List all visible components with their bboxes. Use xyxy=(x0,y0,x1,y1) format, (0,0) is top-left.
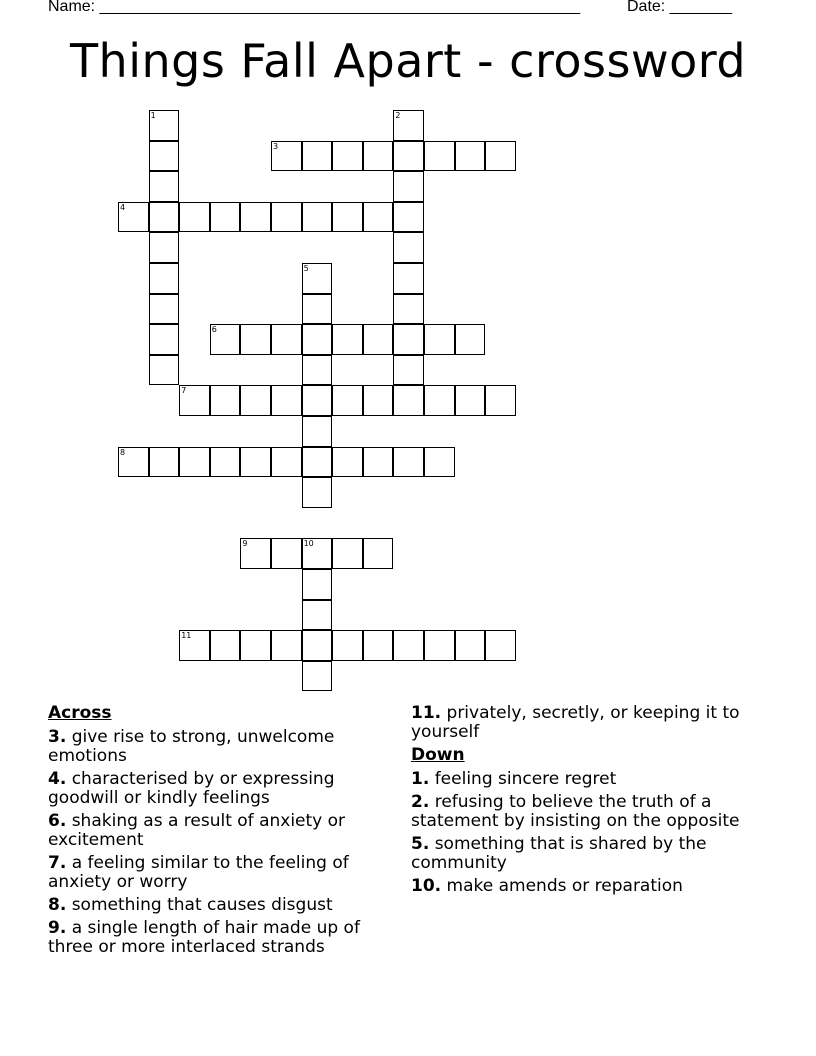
clue-number: 11. xyxy=(411,703,442,723)
clue-text: characterised by or expressing goodwill or kindly feelings xyxy=(48,769,335,808)
crossword-cell[interactable] xyxy=(302,324,333,355)
clue-item xyxy=(48,770,393,808)
crossword-cell[interactable] xyxy=(302,202,333,233)
crossword-cell[interactable] xyxy=(118,202,149,233)
crossword-cell[interactable] xyxy=(210,324,241,355)
clue-number: 1. xyxy=(411,769,430,789)
clue-number-label: 4 xyxy=(120,202,126,212)
across-clue-list-continued xyxy=(411,704,771,742)
crossword-cell[interactable] xyxy=(149,294,180,325)
crossword-cell[interactable] xyxy=(149,141,180,172)
crossword-cell[interactable] xyxy=(485,630,516,661)
clue-number-label: 7 xyxy=(181,386,187,396)
clue-text: something that is shared by the community xyxy=(411,834,707,873)
clue-number-label: 3 xyxy=(273,141,279,151)
crossword-cell[interactable] xyxy=(149,110,180,141)
crossword-cell[interactable] xyxy=(363,447,394,478)
crossword-cell[interactable] xyxy=(302,416,333,447)
crossword-cell[interactable] xyxy=(363,538,394,569)
clue-number-label: 8 xyxy=(120,447,126,457)
crossword-cell[interactable] xyxy=(332,538,363,569)
down-clue-list xyxy=(411,770,771,896)
crossword-cell[interactable] xyxy=(393,232,424,263)
crossword-cell[interactable] xyxy=(424,324,455,355)
clue-number: 9. xyxy=(48,918,67,938)
clue-text: shaking as a result of anxiety or excitement xyxy=(48,811,346,850)
crossword-cell[interactable] xyxy=(363,141,394,172)
crossword-cell[interactable] xyxy=(149,171,180,202)
crossword-cell[interactable] xyxy=(271,538,302,569)
crossword-cell[interactable] xyxy=(240,202,271,233)
crossword-cell[interactable] xyxy=(149,355,180,386)
clue-number-label: 6 xyxy=(211,325,217,335)
crossword-cell[interactable] xyxy=(393,385,424,416)
clue-text: feeling sincere regret xyxy=(429,769,617,789)
crossword-cell[interactable] xyxy=(302,355,333,386)
crossword-cell[interactable] xyxy=(271,202,302,233)
clue-number-label: 10 xyxy=(303,539,314,549)
crossword-cell[interactable] xyxy=(210,385,241,416)
crossword-cell[interactable] xyxy=(302,294,333,325)
crossword-cell[interactable] xyxy=(302,569,333,600)
crossword-cell[interactable] xyxy=(363,202,394,233)
crossword-cell[interactable] xyxy=(332,202,363,233)
clue-text: a single length of hair made up of three or more interlaced strands xyxy=(48,918,360,957)
clue-text: a feeling similar to the feeling of anxiety or worry xyxy=(48,853,349,892)
crossword-cell[interactable] xyxy=(240,538,271,569)
clue-number: 4. xyxy=(48,769,67,789)
crossword-cell[interactable] xyxy=(485,141,516,172)
crossword-cell[interactable] xyxy=(424,630,455,661)
clue-number-label: 2 xyxy=(395,111,401,120)
clue-item xyxy=(48,728,393,766)
crossword-cell[interactable] xyxy=(302,385,333,416)
crossword-cell[interactable] xyxy=(455,630,486,661)
crossword-cell[interactable] xyxy=(149,324,180,355)
crossword-cell[interactable] xyxy=(240,447,271,478)
crossword-cell[interactable] xyxy=(149,232,180,263)
clue-number: 7. xyxy=(48,853,67,873)
clues-left-column xyxy=(48,704,393,961)
crossword-cell[interactable] xyxy=(240,324,271,355)
crossword-cell[interactable] xyxy=(179,385,210,416)
crossword-cell[interactable] xyxy=(210,447,241,478)
crossword-cell[interactable] xyxy=(424,141,455,172)
crossword-cell[interactable] xyxy=(149,447,180,478)
crossword-cell[interactable] xyxy=(332,385,363,416)
down-heading: Down xyxy=(411,745,465,765)
crossword-cell[interactable] xyxy=(393,141,424,172)
clue-text: refusing to believe the truth of a statement by insisting on the opposite xyxy=(411,792,740,831)
crossword-cell[interactable] xyxy=(393,355,424,386)
clue-number: 8. xyxy=(48,895,67,915)
crossword-cell[interactable] xyxy=(302,263,333,294)
clue-text: something that causes disgust xyxy=(66,895,333,915)
crossword-cell[interactable] xyxy=(271,630,302,661)
clue-item xyxy=(411,704,771,742)
crossword-cell[interactable] xyxy=(424,385,455,416)
crossword-cell[interactable] xyxy=(302,447,333,478)
crossword-cell[interactable] xyxy=(271,141,302,172)
crossword-cell[interactable] xyxy=(179,447,210,478)
crossword-cell[interactable] xyxy=(210,630,241,661)
clue-number: 5. xyxy=(411,834,430,854)
crossword-cell[interactable] xyxy=(118,447,149,478)
page-title: Things Fall Apart - crossword xyxy=(69,34,747,88)
crossword-cell[interactable] xyxy=(210,202,241,233)
clue-number-label: 1 xyxy=(150,111,156,120)
across-heading: Across xyxy=(48,703,112,723)
crossword-cell[interactable] xyxy=(302,538,333,569)
crossword-cell[interactable] xyxy=(485,385,516,416)
crossword-cell[interactable] xyxy=(149,263,180,294)
crossword-cell[interactable] xyxy=(302,661,333,692)
clue-item xyxy=(411,877,771,896)
crossword-cell[interactable] xyxy=(424,447,455,478)
name-field-label[interactable]: Name: ______________________________________________________ xyxy=(48,0,581,15)
crossword-cell[interactable] xyxy=(332,447,363,478)
clue-number: 2. xyxy=(411,792,430,812)
crossword-cell[interactable] xyxy=(302,141,333,172)
clue-item xyxy=(48,896,393,915)
clue-number: 6. xyxy=(48,811,67,831)
clue-item xyxy=(48,919,393,957)
clues-right-column xyxy=(411,704,771,900)
crossword-cell[interactable] xyxy=(179,202,210,233)
clue-item xyxy=(411,835,771,873)
clue-number: 10. xyxy=(411,876,442,896)
crossword-cell[interactable] xyxy=(393,110,424,141)
clue-item xyxy=(411,770,771,789)
clue-item xyxy=(48,854,393,892)
crossword-cell[interactable] xyxy=(271,385,302,416)
crossword-cell[interactable] xyxy=(149,202,180,233)
crossword-cell[interactable] xyxy=(393,171,424,202)
crossword-cell[interactable] xyxy=(240,630,271,661)
crossword-cell[interactable] xyxy=(455,141,486,172)
crossword-cell[interactable] xyxy=(393,263,424,294)
clue-number-label: 5 xyxy=(303,264,309,273)
crossword-cell[interactable] xyxy=(455,385,486,416)
crossword-cell[interactable] xyxy=(393,202,424,233)
crossword-cell[interactable] xyxy=(363,630,394,661)
clue-number-label: 9 xyxy=(242,539,248,549)
crossword-cell[interactable] xyxy=(393,324,424,355)
crossword-cell[interactable] xyxy=(332,141,363,172)
crossword-cell[interactable] xyxy=(455,324,486,355)
crossword-cell[interactable] xyxy=(332,324,363,355)
crossword-cell[interactable] xyxy=(240,385,271,416)
date-field-label[interactable]: Date: _______ xyxy=(627,0,732,15)
crossword-cell[interactable] xyxy=(332,630,363,661)
clue-number-label: 11 xyxy=(181,631,192,641)
across-clue-list xyxy=(48,728,393,957)
crossword-cell[interactable] xyxy=(302,477,333,508)
crossword-cell[interactable] xyxy=(393,294,424,325)
clue-text: privately, secretly, or keeping it to yourself xyxy=(411,703,740,742)
crossword-cell[interactable] xyxy=(393,630,424,661)
crossword-cell[interactable] xyxy=(271,447,302,478)
crossword-cell[interactable] xyxy=(363,385,394,416)
crossword-cell[interactable] xyxy=(179,630,210,661)
clue-text: make amends or reparation xyxy=(441,876,683,896)
clue-item xyxy=(411,793,771,831)
crossword-cell[interactable] xyxy=(393,447,424,478)
clue-item xyxy=(48,812,393,850)
clue-number: 3. xyxy=(48,727,67,747)
crossword-cell[interactable] xyxy=(302,600,333,631)
clue-text: give rise to strong, unwelcome emotions xyxy=(48,727,335,766)
crossword-cell[interactable] xyxy=(363,324,394,355)
crossword-cell[interactable] xyxy=(302,630,333,661)
crossword-cell[interactable] xyxy=(271,324,302,355)
